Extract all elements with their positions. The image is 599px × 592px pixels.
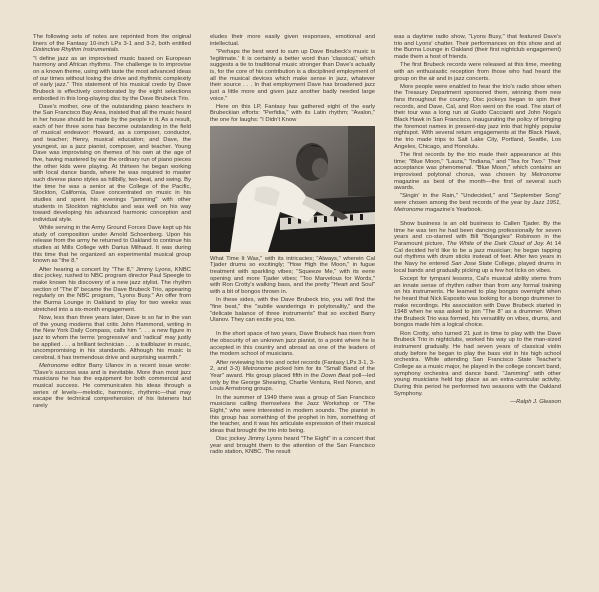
paragraph <box>33 104 191 224</box>
paragraph <box>394 84 561 151</box>
paragraph <box>394 152 561 192</box>
text-run: Ron Crotty, who turned 21 just in time to play with the Dave Brubeck Trio in nightclubs, worked his way up to the man-sized instrument gradually. He had seven years of classical violin study before he began to play the bass viol in his high school orchestra. While attending San Francisco State Teacher's College as a music major, he played in the college concert band, symphony orchestra and dance band. "Jamming" with other young musicians held top place as an extra-curricular activity. During this period he performed two seasons with the Oakland Symphony. <box>394 330 561 397</box>
paragraph <box>33 56 191 103</box>
paragraph <box>394 276 561 329</box>
paragraph <box>210 395 375 435</box>
paragraph <box>210 331 375 358</box>
paragraph <box>394 34 561 61</box>
text-run: poll—led only by the George Shearing, Charlie Ventura, Red Norvo, and Louis Armstrong groups. <box>210 373 375 393</box>
photo-of-pianist <box>210 126 375 252</box>
text-run: Now, less than three years later, Dave is so far in the van of the young moderns that critic John Hammond, writing in the New York Daily Compass, calls him ". . . a new figure in jazz to whom the terms 'progressive' and 'radical' may justly be applied . . . a brilliant technician . . . a trailblazer in music, uncompromising in his standards. Although his music is cerebral, it has tremendous drive and surprising warmth." <box>33 314 191 361</box>
text-run: picked him for its "Small Band of the Year" award. His group placed fifth in the <box>210 366 375 379</box>
text-run: After reviewing his trio and octet records (Fantasy LPs 3-1, 3-2, and 3-3) <box>210 359 375 373</box>
italic-text: San Jose <box>451 260 477 267</box>
text-run: magazine as best of the month—the first of several such awards. <box>394 178 561 192</box>
text-run: Dave's mother, one of the outstanding piano teachers in the San Francisco Bay Area, insisted that all the music heard in her house should be made by the people in it. As a result, each of her three sons has become outstanding in the field of musical endeavor: Howard, as a composer, conductor, and teacher; Henry, musical education; and Dave, the youngest, as a jazz pianist, composer, and teacher. Young Dave was improvising on themes of his own at the age of five, having mastered by ear the ordinary run of piano pieces the other kids were playing. At thirteen he began working with local dance bands, where he was required to master such diverse piano styles as hillbilly, two-beat, and swing. By the time he was a senior at the College of the Pacific, Stockton, California, Dave concentrated on music in his studies and spent his evenings "jamming" with other students in Stockton nightclubs and was well on his way toward developing his advanced harmonic conception and individual style. <box>33 103 191 223</box>
paragraph <box>394 193 561 213</box>
text-run: State College, played drums in local bands and gradually picking up a few hot licks on vibes. <box>394 260 561 274</box>
text-run: At 14 Cal decided he'd like to be a jazz musician; he began tapping out rhythms with drum sticks instead of feet. After two years in the Navy he entered <box>394 241 562 267</box>
paragraph <box>210 436 375 456</box>
text-run: In these sides, with the Dave Brubeck trio, you will find the "fine beat," the "subtle wanderings in polytonality," and the "delicate balance of three instruments" that so excited Barry Ulanov. They can excite you, too. <box>210 297 375 324</box>
text-run: "Singin' in the Rain," "Undecided," and "September Song" were chosen among the best records of the year by <box>394 193 561 207</box>
column-middle <box>210 34 375 458</box>
paragraph <box>210 49 375 102</box>
italic-text: Jazz 1951, Metronome <box>394 200 561 213</box>
text-run: Except for tympani lessons, Cal's musical ability stems from an innate sense of rhythm rather than from any formal training on his instruments. He learned to play bongos overnight when he heard that Nick Esposito was looking for a bongo drummer to make recordings. His association with Dave Brubeck started in 1948 when he was asked to join "The 8" as a drummer. When the Brubeck Trio was formed, his versatility on vibes, drums, and bongos made him a logical choice. <box>394 275 561 329</box>
text-run: In the short space of two years, Dave Brubeck has risen from the obscurity of an unknown jazz pianist, to a point where he is accepted in this country and abroad as one of the leaders of the modern school of musicians. <box>210 331 375 358</box>
text-run: The first Brubeck records were released at this time, meeting with an enthusiastic reception from those who had heard the group on the air and in jazz concerts. <box>394 62 561 82</box>
italic-text: Metronome <box>531 171 561 178</box>
text-run: magazine's Yearbook. <box>423 206 483 213</box>
paragraph <box>33 315 191 362</box>
text-run: What Time It Was," with its intricacies; "Always," wherein Cal Tjader drums so excitingly; "How High the Moon," in fugue treatment with sparkling vibes; "Squeeze Me," with its eerie opening and more Tjader vibes; "Too Marvelous for Words," with Ron Crotty's walking bass, and the pretty "Heart and Soul" with a bit of bongos thrown in. <box>210 255 375 295</box>
paragraph <box>394 331 561 398</box>
text-run: More people were enabled to hear the trio's radio show when the Treasury Department sponsored them, winning them new fans throughout the country. Disc jockeys began to spin their records, and Dave, Cal, and Ron went on the road. The start of their tour was a long run at Guido Caccianti and John Noga's Black Hawk in San Francisco, inaugurating the policy of bringing the foremost names in present-day jazz into that highly popular nightspot. With several return engagements at the Black Hawk, the trio made trips to Salt Lake City, Portland, Seattle, Los Angeles, Chicago, and Honolulu. <box>394 83 561 150</box>
text-run: Here on this LP, Fantasy has gathered eight of the early Brubeckian efforts: "Perfidia," with its Latin rhythm; "Avalon," the one for laughs: "I Didn't Know <box>210 103 375 124</box>
text-run: In the summer of 1949 there was a group of San Francisco musicians calling themselves the Jazz Workshop or "The Eight," who were interested in modern sounds. The pianist in this group has something of the prophet in him, something of the teacher, and it was his articulate expression of their musical ideas that brought the trio into being. <box>210 394 375 434</box>
paragraph <box>210 34 375 47</box>
italic-text: Distinctive Rhythm Instrumentals. <box>33 47 120 54</box>
paragraph <box>33 267 191 314</box>
column-left <box>33 34 191 411</box>
paragraph <box>210 256 375 296</box>
paragraph <box>33 363 191 410</box>
paragraph <box>210 104 375 124</box>
paragraph <box>210 360 375 393</box>
text-run: "I define jazz as an improvised music based on European harmony and African rhythms. The challenge is to improvise on a known theme, using with taste the most advanced ideas of our times without losing the drive and rhythmic complexity of early jazz." This statement of his musical credo by Dave Brubeck is effectively corroborated by the eight selections embodied in this long-playing disc by the Dave Brubeck Trio. <box>33 55 191 102</box>
text-run: While serving in the Army Ground Forces Dave kept up his study of composition under Arnold Schoenberg. Upon his release from the army he returned to Oakland to continue his studies at Mills College with Darius Milhaud. It was during this time that he organized an experimental musical group known as "the 8." <box>33 225 191 265</box>
paragraph <box>210 297 375 324</box>
text-run: The following sets of notes are reprinted from the original liners of the Fantasy 10-inch LPs 3-1 and 3-2, both entitled <box>33 34 191 47</box>
paragraph <box>33 34 191 54</box>
author-signature: —Ralph J. Gleason <box>510 398 561 405</box>
italic-text: The White of the Dark Cloud of Joy. <box>446 241 545 247</box>
text-run: After hearing a concert by "The 8," Jimmy Lyons, KNBC disc jockey, rushed to NBC program director Paul Speegle to make known his discovery of a new jazz stylist. The rhythm section of "The 8" became the Dave Brubeck Trio, appearing regularly on the NBC program, "Lyons Busy." An offer from the Burma Lounge in Oakland to play for two weeks was stretched into a six-month engagement. <box>33 266 191 313</box>
text-run: "Perhaps the best word to sum up Dave Brubeck's music is 'legitimate.' It is certainly a better word than 'classical,' which suggests a tie to traditional music stronger than Dave's actually is, for the core of his contribution is a disciplined employment of all the musical devices which make sense in jazz, whatever their source . . . In that employment Dave has broadened jazz just a little more and given jazz another badly needed large voice." <box>210 48 375 102</box>
text-run: The first records by the trio made their appearance at this time; "Blue Moon," "Laura," "Indiana," and "Tea for Two." Their acceptance was phenomenal. "Blue Moon," which contains an improvised polytonal chorus, was chosen by <box>394 151 561 178</box>
text-run: Disc jockey Jimmy Lyons heard "The Eight" in a concert that year and brought them to the attention of the San Francisco radio station, KNBC. The result <box>210 436 375 456</box>
column-middle-top <box>210 34 375 124</box>
paragraph <box>394 62 561 82</box>
paragraph <box>394 221 561 274</box>
column-right <box>394 34 561 406</box>
column-middle-bottom <box>210 256 375 456</box>
text-run: editor Barry Ulanov in a recent issue wrote: "Dave's success was and is inevitable. More than most jazz musicians he has the equipment for both commercial and musical success. He communicates his ideas through a series of levels—melodic, harmonic, rhythmic—that may escape the technical comprehension of his listeners but rarely <box>33 363 191 409</box>
italic-text: Down Beat <box>321 373 351 379</box>
paragraph <box>33 225 191 265</box>
text-run: was a daytime radio show, "Lyons Busy," that featured Dave's trio and Lyons' chatter. Their performances on this show and at the Burma Lounge in Oakland (their first nightclub engagement) made them a host of friends. <box>394 34 561 60</box>
text-run: eludes their more easily given responses, emotional and intellectual. <box>210 34 375 47</box>
italic-text: Metronome <box>242 366 273 373</box>
text-run: Show business is an old business to Callen Tjader. By the time he was ten he had been dancing professionally for seven years and co-starred with Bill "Bojangles" Robinson in the Paramount picture, <box>394 221 561 247</box>
italic-text: Metronome <box>39 363 69 370</box>
